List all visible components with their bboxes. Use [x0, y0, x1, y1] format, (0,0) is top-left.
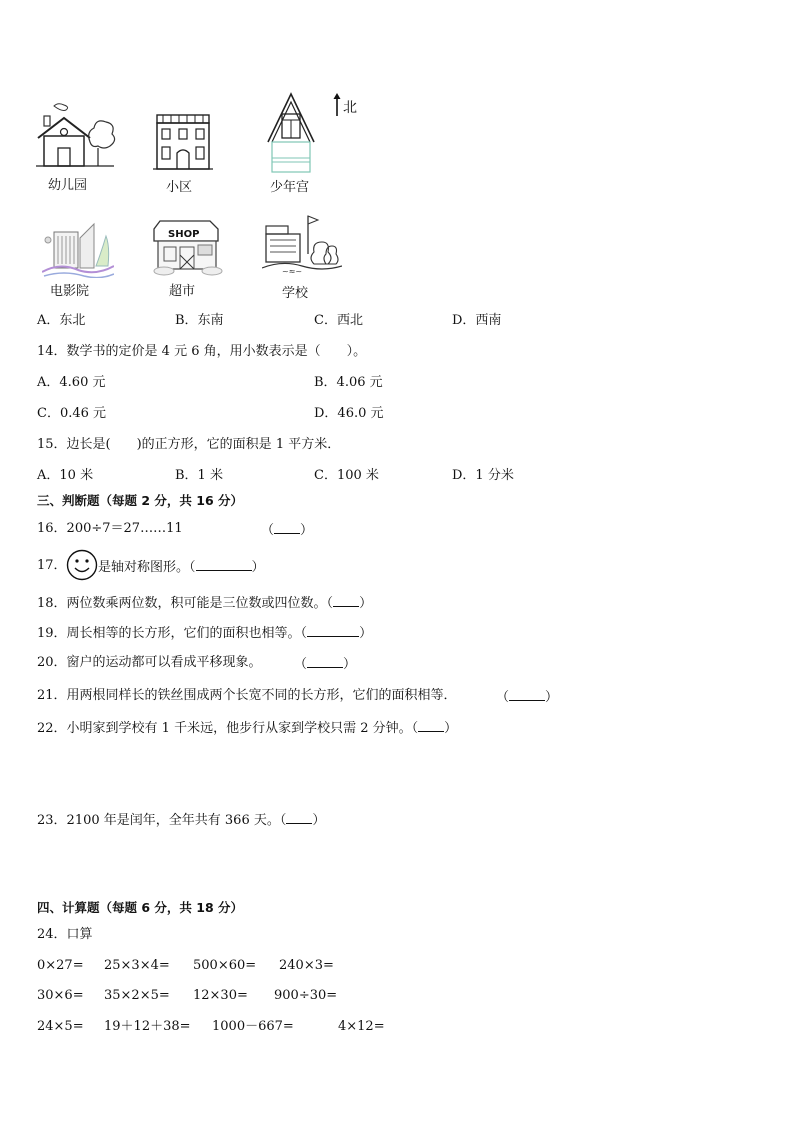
judge-item-17	[37, 558, 67, 574]
item-number: 17．	[37, 558, 67, 573]
section4-title: 四、计算题（每题 6 分，共 18 分）	[37, 900, 244, 915]
q13-option-b[interactable]: B．东南	[175, 313, 224, 328]
judge-item-23[interactable]: 23．2100 年是闰年，全年共有 366 天。（ ）	[37, 813, 326, 828]
calc-item[interactable]: 25×3×4=	[104, 958, 170, 973]
q15-option-d[interactable]: D．1 分米	[452, 468, 514, 483]
q15-option-c[interactable]: C．100 米	[314, 468, 379, 483]
item-number: 16．	[37, 521, 67, 536]
calc-item[interactable]: 0×27=	[37, 958, 84, 973]
q13-option-a[interactable]: A．东北	[37, 313, 86, 328]
calc-item[interactable]: 240×3=	[279, 958, 334, 973]
school-icon	[262, 214, 342, 278]
place-label-kindergarten: 幼儿园	[48, 178, 88, 193]
judge-item-19[interactable]: 19．周长相等的长方形，它们的面积也相等。（ ）	[37, 626, 373, 641]
q14-option-b[interactable]: B．4.06 元	[314, 375, 383, 390]
calc-item[interactable]: 19＋12＋38=	[104, 1019, 191, 1034]
q24-label: 24．口算	[37, 927, 93, 942]
calc-item[interactable]: 30×6=	[37, 988, 84, 1003]
place-label-youth-palace: 少年宫	[270, 180, 310, 195]
q13-option-c[interactable]: C．西北	[314, 313, 363, 328]
calc-item[interactable]: 900÷30=	[274, 988, 338, 1003]
svg-text:~≈~: ~≈~	[282, 267, 303, 276]
place-label-cinema: 电影院	[50, 284, 90, 299]
answer-blank-20[interactable]: （ ）	[294, 657, 357, 672]
calc-item[interactable]: 500×60=	[193, 958, 257, 973]
answer-blank-16[interactable]: （ ）	[261, 523, 314, 538]
svg-text:SHOP: SHOP	[168, 229, 200, 240]
calc-item[interactable]: 35×2×5=	[104, 988, 170, 1003]
judge-item-20: 20．窗户的运动都可以看成平移现象。	[37, 655, 262, 670]
calc-item[interactable]: 12×30=	[193, 988, 248, 1003]
smiley-face-icon	[66, 549, 98, 581]
calc-item[interactable]: 1000－667=	[212, 1019, 294, 1034]
q14-option-a[interactable]: A．4.60 元	[37, 375, 106, 390]
residential-building-icon	[153, 113, 213, 171]
judge-item-16	[37, 521, 183, 537]
kindergarten-icon	[36, 102, 116, 172]
answer-blank-21[interactable]: （ ）	[496, 690, 559, 705]
supermarket-icon	[150, 215, 224, 277]
calc-item[interactable]: 4×12=	[338, 1019, 385, 1034]
north-label: 北	[343, 100, 357, 116]
youth-palace-icon	[264, 92, 318, 176]
north-arrow-icon	[332, 93, 342, 117]
calc-item[interactable]: 24×5=	[37, 1019, 84, 1034]
judge-item-17-text[interactable]: 是轴对称图形。（ ）	[98, 560, 265, 575]
q14-option-c[interactable]: C．0.46 元	[37, 406, 107, 421]
judge-item-22[interactable]: 22．小明家到学校有 1 千米远，他步行从家到学校只需 2 分钟。（ ）	[37, 721, 458, 736]
cinema-icon	[42, 218, 114, 278]
q14-stem: 14．数学书的定价是 4 元 6 角，用小数表示是（ ）。	[37, 344, 367, 359]
q13-option-d[interactable]: D．西南	[452, 313, 502, 328]
q15-option-b[interactable]: B．1 米	[175, 468, 223, 483]
place-label-school: 学校	[282, 286, 309, 301]
judge-item-21: 21．用两根同样长的铁丝围成两个长宽不同的长方形，它们的面积相等．	[37, 688, 457, 703]
place-label-residential: 小区	[166, 180, 193, 195]
q15-option-a[interactable]: A．10 米	[37, 468, 94, 483]
q14-option-d[interactable]: D．46.0 元	[314, 406, 384, 421]
judge-item-18[interactable]: 18．两位数乘两位数，积可能是三位数或四位数。（ ）	[37, 596, 373, 611]
item-text: 200÷7＝27……11	[66, 521, 183, 536]
section3-title: 三、判断题（每题 2 分，共 16 分）	[37, 493, 244, 508]
q15-stem: 15．边长是( )的正方形，它的面积是 1 平方米．	[37, 437, 341, 452]
place-label-supermarket: 超市	[169, 284, 196, 299]
